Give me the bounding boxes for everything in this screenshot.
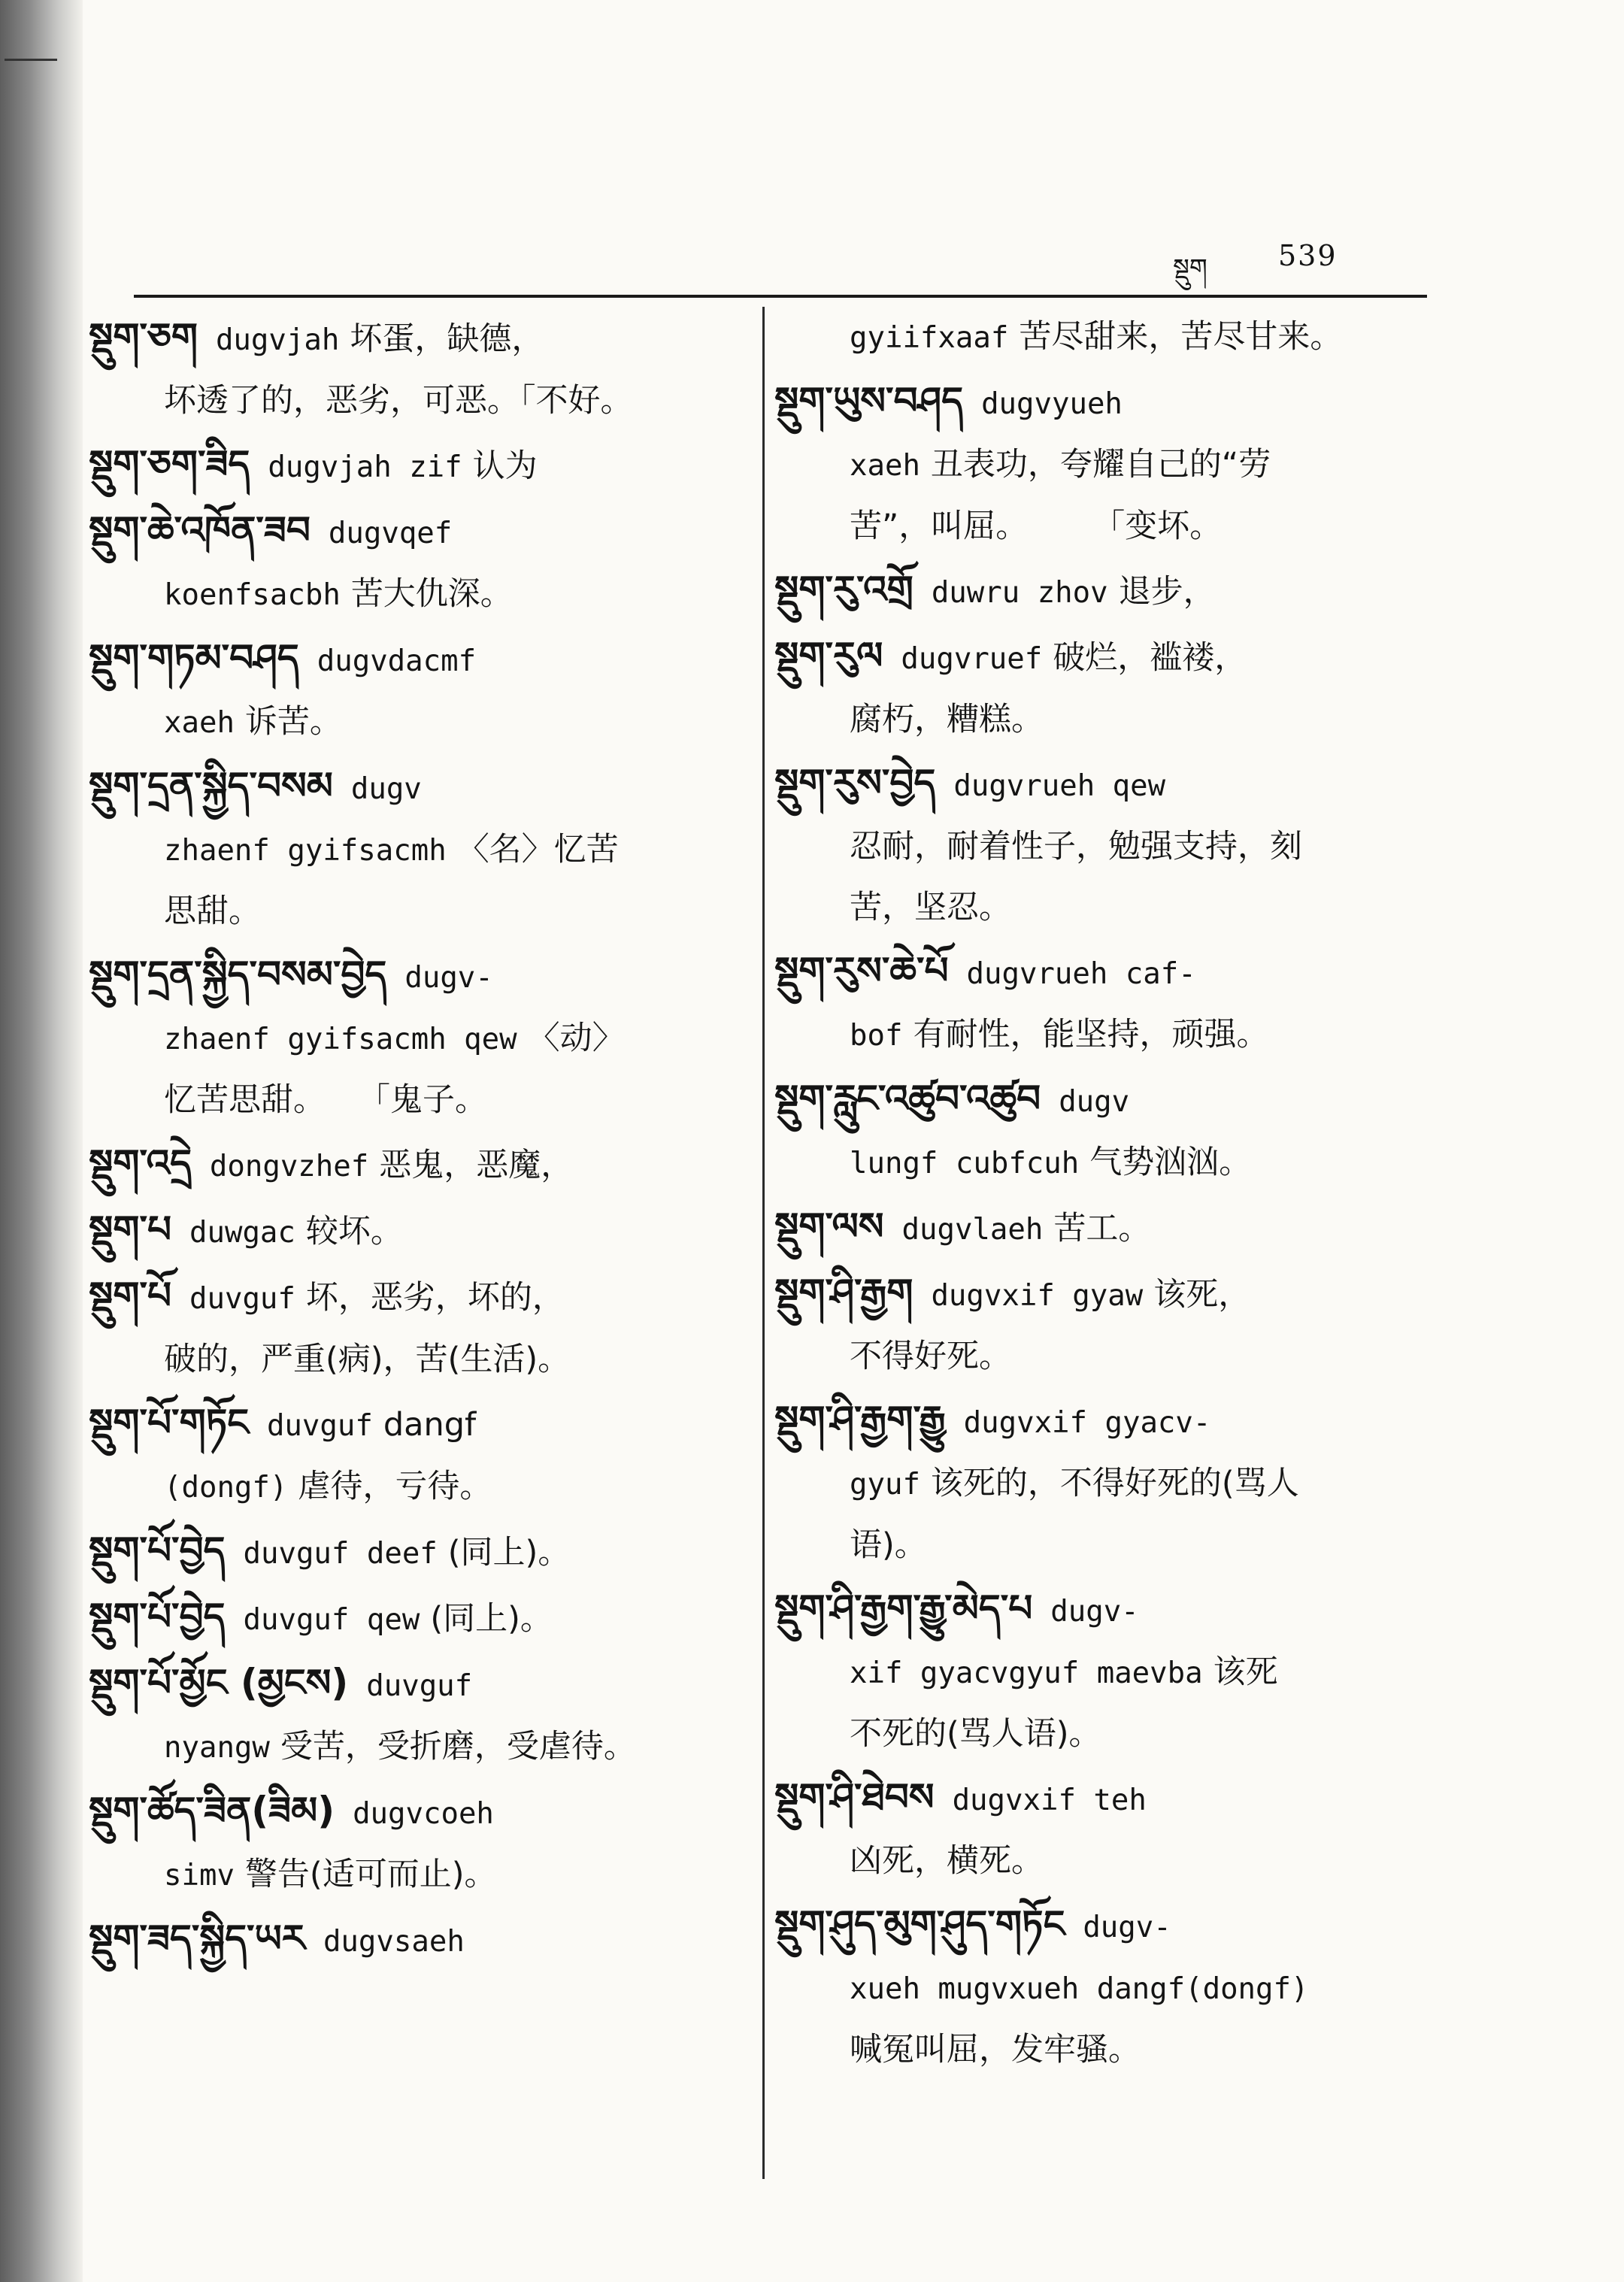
tibetan-headword: སྡུག་ཤི་ཐེབས xyxy=(774,1775,935,1819)
romanization: lungf cubfcuh xyxy=(850,1147,1080,1180)
dictionary-entry xyxy=(89,1586,750,1650)
entry-continuation-line xyxy=(89,371,750,432)
chinese-gloss: 苦”，叫屈。 「变坏。 xyxy=(850,508,1223,545)
dictionary-entry xyxy=(89,944,750,1131)
entry-first-line xyxy=(89,500,750,564)
chinese-gloss: 较坏。 xyxy=(305,1213,403,1250)
dictionary-entry xyxy=(89,1908,750,1972)
romanization: nyangw xyxy=(164,1731,270,1765)
entry-first-line xyxy=(89,1133,750,1197)
romanization: xueh mugvxueh dangf(dongf) xyxy=(850,1972,1309,2006)
chinese-gloss: 语)。 xyxy=(850,1526,927,1564)
entry-first-line xyxy=(774,1578,1421,1642)
right-column xyxy=(774,307,1421,2083)
dictionary-entry xyxy=(774,753,1421,938)
margin-mark xyxy=(5,59,57,61)
tibetan-headword: སྡུག་པོ xyxy=(89,1274,171,1317)
romanization: dugvxif gyaw xyxy=(931,1279,1144,1313)
chinese-gloss: 〈名〉忆苦 xyxy=(456,831,619,868)
entry-continuation-line xyxy=(89,1456,750,1518)
entry-continuation-line xyxy=(89,820,750,881)
dictionary-entry xyxy=(774,1068,1421,1194)
tibetan-headword: སྡུག་ལས xyxy=(774,1205,884,1248)
entry-first-line xyxy=(89,628,750,692)
entry-continuation-line xyxy=(774,1642,1421,1704)
chinese-gloss: 坏透了的，恶劣，可恶。「不好。 xyxy=(164,382,633,420)
tibetan-headword: སྡུག་ཤི་རྒྱག་རྒྱུ xyxy=(774,1398,946,1441)
dictionary-entry xyxy=(774,1196,1421,1260)
entry-continuation-line xyxy=(774,1831,1421,1892)
tibetan-headword: སྡུག་གཏམ་བཤད xyxy=(89,636,299,680)
tibetan-headword: སྡུག་པོ་གཏོང xyxy=(89,1401,249,1444)
dictionary-entry xyxy=(774,1262,1421,1387)
chinese-gloss: 有耐性，能坚持，顽强。 xyxy=(913,1016,1269,1053)
chinese-gloss: 气势汹汹。 xyxy=(1089,1144,1252,1181)
tibetan-headword: སྡུག་དྲན་སྐྱིད་བསམ xyxy=(89,764,333,808)
romanization: duvguf xyxy=(189,1282,295,1316)
entry-first-line xyxy=(89,1520,750,1584)
entry-first-line xyxy=(774,1767,1421,1831)
entry-first-line xyxy=(774,559,1421,623)
entry-first-line xyxy=(774,1196,1421,1260)
entry-continuation-line xyxy=(89,1717,750,1778)
entry-continuation-line xyxy=(89,1844,750,1906)
dictionary-entry xyxy=(774,307,1421,368)
tibetan-headword: སྡུག་དྲན་སྐྱིད་བསམ་བྱེད xyxy=(89,953,387,996)
entry-first-line xyxy=(89,756,750,820)
tibetan-headword: སྡུག་ཟད་སྐྱིད་ཡར xyxy=(89,1917,305,1960)
romanization: dugvlaeh xyxy=(901,1213,1044,1247)
chinese-gloss: 丑表功，夸耀自己的“劳 xyxy=(930,446,1271,483)
dictionary-entry xyxy=(774,1578,1421,1765)
tibetan-headword: སྡུག་པོ་བྱེད xyxy=(89,1529,226,1572)
entry-first-line xyxy=(89,944,750,1008)
romanization: duvguf qew xyxy=(243,1603,420,1637)
romanization: gyuf xyxy=(850,1468,920,1502)
entry-first-line xyxy=(774,1262,1421,1326)
romanization: dugvxif teh xyxy=(952,1783,1147,1817)
entry-first-line xyxy=(774,371,1421,435)
chinese-gloss: 〈动〉 xyxy=(527,1020,625,1057)
dictionary-entry xyxy=(89,307,750,432)
dictionary-entry xyxy=(89,1780,750,1906)
romanization: duvguf xyxy=(266,1409,373,1443)
chinese-gloss: 警告(适可而止)。 xyxy=(244,1856,497,1893)
tibetan-headword: སྡུག་རླུང་འཚུབ་འཚུབ xyxy=(774,1077,1041,1120)
dictionary-entry xyxy=(774,1390,1421,1576)
tibetan-headword: སྡུག་རུ་འགྲོ xyxy=(774,568,914,611)
romanization: duvguf xyxy=(366,1669,473,1703)
tibetan-headword: སྡུག་ཤི་རྒྱག་རྒྱུ་མེད་པ xyxy=(774,1586,1033,1630)
page-number: 539 xyxy=(1278,239,1338,272)
chinese-gloss: 凶死，横死。 xyxy=(850,1842,1044,1880)
tibetan-headword: སྡུག་ཡུས་བཤད xyxy=(774,379,964,423)
romanization: dugvqef xyxy=(328,517,453,550)
entry-continuation-line xyxy=(89,1008,750,1070)
dictionary-entry xyxy=(89,1133,750,1197)
tibetan-headword: སྡུག་པ xyxy=(89,1208,171,1251)
romanization: simv xyxy=(164,1859,235,1893)
entry-continuation-line xyxy=(89,1070,750,1131)
entry-first-line xyxy=(89,1199,750,1263)
dictionary-entry xyxy=(89,1393,750,1518)
dictionary-entry xyxy=(89,500,750,626)
chinese-gloss: 思甜。 xyxy=(164,892,261,930)
entry-continuation-line xyxy=(89,881,750,942)
entry-continuation-line xyxy=(774,1326,1421,1387)
dictionary-entry xyxy=(89,628,750,753)
entry-continuation-line xyxy=(774,2020,1421,2080)
tibetan-headword: སྡུག་ཤུད་མུག་ཤུད་གཏོང xyxy=(774,1902,1065,1946)
tibetan-headword: སྡུག་ཚོད་ཟིན(ཟིམ) xyxy=(89,1789,335,1832)
entry-continuation-line xyxy=(774,877,1421,938)
chinese-gloss: 腐朽，糟糕。 xyxy=(850,701,1044,738)
tibetan-headword: སྡུག་པོ་མྱོང (མྱངས) xyxy=(89,1661,349,1705)
romanization: gyiifxaaf xyxy=(850,321,1009,355)
romanization: dugvxif gyacv- xyxy=(963,1406,1211,1440)
entry-first-line xyxy=(89,1586,750,1650)
dictionary-entry xyxy=(774,1894,1421,2080)
header-rule xyxy=(134,295,1427,298)
chinese-gloss: 恶鬼，恶魔， xyxy=(379,1147,574,1184)
entry-continuation-line xyxy=(774,1132,1421,1194)
romanization: dugvjah zif xyxy=(268,450,462,484)
chinese-gloss: 破的，严重(病)，苦(生活)。 xyxy=(164,1341,571,1378)
chinese-gloss: 苦大仇深。 xyxy=(350,575,513,613)
chinese-gloss: 坏蛋，缺德， xyxy=(350,320,544,358)
tibetan-headword: སྡུག་ཅག xyxy=(89,315,198,359)
entry-continuation-line xyxy=(774,435,1421,496)
dictionary-entry xyxy=(89,1520,750,1584)
romanization: dugv- xyxy=(1050,1595,1139,1629)
chinese-gloss: 诉苦。 xyxy=(244,703,342,741)
entry-first-line xyxy=(774,1390,1421,1453)
romanization: dugv- xyxy=(1083,1911,1171,1944)
entry-first-line xyxy=(774,753,1421,817)
tibetan-headword: སྡུག་ཤི་རྒྱག xyxy=(774,1271,914,1314)
entry-continuation-line xyxy=(774,1515,1421,1576)
romanization: xaeh xyxy=(164,706,235,740)
tibetan-headword: སྡུག་རུས་ཆེ་པོ xyxy=(774,949,949,993)
chinese-gloss: 不得好死。 xyxy=(850,1338,1011,1375)
romanization: dugvdacmf xyxy=(317,644,477,678)
entry-first-line xyxy=(774,307,1421,368)
tibetan-headword: སྡུག་རུས་བྱེད xyxy=(774,761,936,805)
entry-first-line xyxy=(89,1265,750,1329)
entry-continuation-line xyxy=(774,1005,1421,1066)
entry-first-line xyxy=(774,941,1421,1005)
romanization: koenfsacbh xyxy=(164,578,341,612)
entry-continuation-line xyxy=(774,817,1421,877)
chinese-gloss: 退步， xyxy=(1118,573,1216,611)
romanization: duvguf deef xyxy=(243,1537,438,1571)
running-header-tibetan: སྡུག xyxy=(1173,253,1207,283)
entry-first-line xyxy=(89,1908,750,1972)
chinese-gloss: 该死， xyxy=(1153,1276,1251,1314)
chinese-gloss: 认为 xyxy=(472,447,538,485)
romanization: bof xyxy=(850,1019,903,1053)
chinese-gloss: 忍耐，耐着性子，勉强支持，刻 xyxy=(850,828,1302,865)
entry-first-line xyxy=(774,626,1421,689)
entry-continuation-line xyxy=(89,564,750,626)
romanization: (dongf) xyxy=(164,1471,288,1505)
chinese-gloss: 坏，恶劣，坏的， xyxy=(305,1279,565,1317)
entry-continuation-line xyxy=(774,689,1421,750)
binding-shadow xyxy=(0,0,83,2282)
chinese-gloss: 不死的(骂人语)。 xyxy=(850,1715,1101,1753)
chinese-gloss: 该死的，不得好死的(骂人 xyxy=(930,1465,1299,1502)
romanization: dugv xyxy=(1059,1085,1130,1119)
entry-first-line xyxy=(89,1393,750,1456)
dictionary-entry xyxy=(774,941,1421,1066)
chinese-gloss: 忆苦思甜。 「鬼子。 xyxy=(164,1081,487,1119)
tibetan-headword: སྡུག་པོ་བྱེད xyxy=(89,1595,226,1638)
chinese-gloss: 虐待，亏待。 xyxy=(298,1468,492,1505)
chinese-gloss: (同上)。 xyxy=(430,1600,553,1638)
chinese-gloss: 苦尽甜来，苦尽甘来。 xyxy=(1019,318,1343,356)
chinese-gloss: 苦工。 xyxy=(1053,1210,1151,1247)
column-divider xyxy=(762,307,765,2179)
romanization: dugv xyxy=(350,772,422,806)
chinese-gloss: 苦，坚忍。 xyxy=(850,889,1011,926)
entry-continuation-line xyxy=(89,1329,750,1390)
dictionary-entry xyxy=(89,756,750,942)
tibetan-headword: སྡུག་འདྲེ xyxy=(89,1141,192,1185)
romanization: dongvzhef xyxy=(209,1150,369,1183)
entry-first-line xyxy=(774,1894,1421,1958)
dictionary-entry xyxy=(774,626,1421,750)
entry-first-line xyxy=(89,1780,750,1844)
romanization: dugvsaeh xyxy=(323,1925,465,1959)
dictionary-entry xyxy=(89,434,750,498)
romanization: xaeh xyxy=(850,449,920,483)
romanization: dugvcoeh xyxy=(353,1797,494,1831)
romanization: duwgac xyxy=(189,1216,295,1250)
romanization: xif gyacvgyuf maevba xyxy=(850,1656,1203,1690)
entry-continuation-line xyxy=(774,1704,1421,1765)
entry-continuation-line xyxy=(774,1958,1421,2020)
entry-continuation-line xyxy=(89,692,750,753)
dictionary-entry xyxy=(89,1653,750,1778)
romanization: dugv- xyxy=(404,961,493,995)
romanization: dugvjah xyxy=(215,323,340,357)
romanization: dugvruef xyxy=(901,642,1043,676)
dictionary-entry xyxy=(89,1199,750,1263)
entry-first-line xyxy=(89,307,750,371)
chinese-gloss: 受苦，受折磨，受虐待。 xyxy=(280,1728,636,1765)
chinese-gloss: 破烂，褴褛， xyxy=(1053,639,1247,677)
romanization: zhaenf gyifsacmh xyxy=(164,834,447,868)
entry-first-line xyxy=(89,1653,750,1717)
romanization: dugvrueh caf- xyxy=(966,957,1196,991)
chinese-gloss: dangf xyxy=(383,1406,477,1444)
dictionary-entry xyxy=(89,1265,750,1390)
tibetan-headword: སྡུག་ཆེ་འཁོན་ཟབ xyxy=(89,508,311,552)
tibetan-headword: སྡུག་ཅག་ཟིད xyxy=(89,442,250,486)
entry-first-line xyxy=(89,434,750,498)
dictionary-entry xyxy=(774,559,1421,623)
dictionary-entry xyxy=(774,1767,1421,1892)
entry-first-line xyxy=(774,1068,1421,1132)
chinese-gloss: 喊冤叫屈，发牢骚。 xyxy=(850,2031,1141,2068)
dictionary-entry xyxy=(774,371,1421,557)
romanization: dugvrueh qew xyxy=(953,769,1166,803)
tibetan-headword: སྡུག་རུལ xyxy=(774,634,883,677)
left-column xyxy=(89,307,750,1974)
romanization: duwru zhov xyxy=(931,576,1108,610)
romanization: dugvyueh xyxy=(981,387,1123,421)
entry-continuation-line xyxy=(774,1453,1421,1515)
chinese-gloss: 该死 xyxy=(1213,1653,1278,1691)
entry-continuation-line xyxy=(774,496,1421,557)
romanization: zhaenf gyifsacmh qew xyxy=(164,1023,517,1056)
chinese-gloss: (同上)。 xyxy=(447,1534,571,1571)
